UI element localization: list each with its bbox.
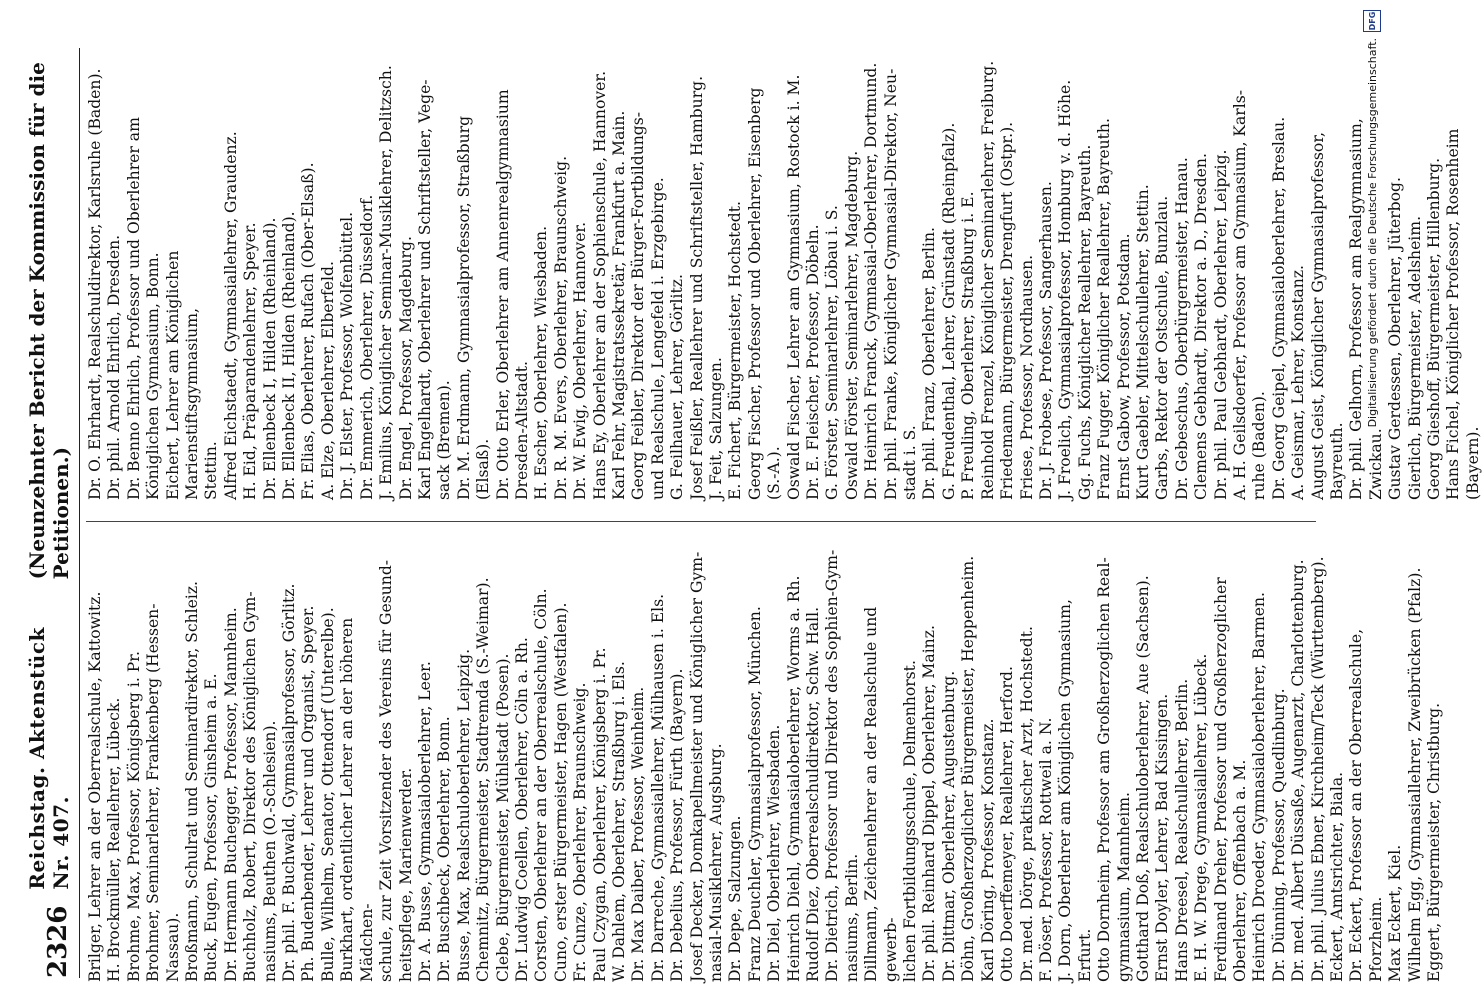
petitioner-line: Dr. A. Busse, Gymnasialoberlehrer, Leer. xyxy=(415,661,434,982)
dfg-logo: DFG xyxy=(1363,10,1381,32)
petitioner-line: Clemens Gebhardt, Direktor a. D., Dresden. xyxy=(1192,153,1211,500)
petitioner-line: Friedemann, Bürgermeister, Drengfurt (Ostpr.). xyxy=(998,121,1017,500)
petitioner-line: A. Elze, Oberlehrer, Elberfeld. xyxy=(318,261,337,500)
petitioner-line: Josef Feißler, Reallehrer und Schriftsteller, Hamburg. xyxy=(687,75,706,500)
petitioner-line: Gustav Gerdessen, Oberlehrer, Jüterbog. xyxy=(1386,177,1405,500)
petitioner-line: Dr. phil. Arnold Ehrlich, Dresden. xyxy=(105,234,124,500)
petitioner-line: Alfred Eichstaedt, Gymnasiallehrer, Graudenz. xyxy=(221,131,240,500)
petitioner-line: J. Froelich, Gymnasialprofessor, Homburg v. d. Höhe. xyxy=(1056,79,1075,500)
petitioner-line: Oberlehrer, Offenbach a. M. xyxy=(1230,759,1249,982)
petitioner-line: Dr. Buschbeck, Oberlehrer, Bonn. xyxy=(435,716,454,982)
petitioner-line: sack (Bremen). xyxy=(435,380,454,500)
petitioner-line: Georg Gieshoff, Bürgermeister, Hillenburg. xyxy=(1425,157,1444,500)
petitioner-line: Ernst Doyler, Lehrer, Bad Kissingen. xyxy=(1153,693,1172,982)
petitioner-line: Dr. phil. Franz, Oberlehrer, Berlin. xyxy=(920,227,939,500)
petitioner-line: P. Freuling, Oberlehrer, Straßburg i. E. xyxy=(959,191,978,500)
petitioner-line: Gotthard Doß, Realschuloberlehrer, Aue (Sachsen). xyxy=(1133,575,1152,982)
petitioner-line: Friese, Professor, Nordhausen. xyxy=(1017,254,1036,500)
petitioner-line: Dr. phil. Paul Gebhardt, Oberlehrer, Leipzig. xyxy=(1211,149,1230,500)
petitioner-line: Dr. Darreche, Gymnasiallehrer, Mülhausen i. Els. xyxy=(648,593,667,982)
petitioner-line: nasiums, Berlin. xyxy=(842,853,861,982)
petitioner-line: J. Feit, Salzungen. xyxy=(707,357,725,500)
petitioner-line: W. Dahlem, Oberlehrer, Straßburg i. Els. xyxy=(609,661,628,982)
petitioner-line: Dr. Diel, Oberlehrer, Wiesbaden. xyxy=(765,724,784,982)
petitioner-line: Franz Fugger, Königlicher Reallehrer, Bayreuth. xyxy=(1095,118,1114,500)
petitioner-line: Gg. Fuchs, Königlicher Reallehrer, Bayreuth. xyxy=(1075,144,1094,500)
petitioner-line: Ph. Budenbender, Lehrer und Organist, Speyer. xyxy=(299,605,318,982)
digitization-credit xyxy=(1362,0,1382,1000)
petitioner-line: Dillmann, Zeichenlehrer an der Realschule und gewerb- xyxy=(862,606,900,982)
petitioner-line: und Realschule, Lengefeld i. Erzgebirge. xyxy=(648,177,667,500)
petitioner-line: Burkhart, ordentlicher Lehrer an der höheren Mädchen- xyxy=(338,617,376,982)
petitioner-line: Dr. Gebeschus, Oberbürgermeister, Hanau. xyxy=(1172,157,1191,500)
petitioner-line: Ernst Gabow, Professor, Potsdam. xyxy=(1114,233,1133,500)
petitioner-line: Josef Decker, Domkapellmeister und Königlicher Gym- xyxy=(687,551,706,982)
petitioner-line: Karl Döring, Professor, Konstanz. xyxy=(978,718,997,982)
petitioner-line: Dr. J. Frobese, Professor, Sangerhausen. xyxy=(1036,181,1055,500)
petitioner-line: H. Eid, Präparandenlehrer, Speyer. xyxy=(241,222,260,500)
page-title: Reichstag. Aktenstück Nr. 407. xyxy=(25,627,73,890)
petitioner-line: Hans Ey, Oberlehrer an der Sophienschule, Hannover. xyxy=(590,70,609,500)
petitioner-line: Erfurt. xyxy=(1075,928,1094,982)
petitioner-line: Karl Fehr, Magistratssekretär, Frankfurt a. Main. xyxy=(609,110,628,500)
petitioner-line: G. Freudenthal, Lehrer, Grünstadt (Rheinpfalz). xyxy=(939,122,958,500)
petitioner-line: Dr. Ellenbeck I, Hilden (Rheinland). xyxy=(260,217,279,500)
petitioner-line: Reinhold Frenzel, Königlicher Seminarlehrer, Freiburg. xyxy=(978,60,997,500)
petitioner-line: Dr. phil. Reinhard Dippel, Oberlehrer, Mainz. xyxy=(920,625,939,982)
petitioner-line: Busse, Max, Realschuloberlehrer, Leipzig. xyxy=(454,648,473,982)
petitioner-line: Brohmer, Seminarlehrer, Frankenberg (Hessen-Nassau). xyxy=(144,603,182,982)
petitioner-line: Dr. Georg Geipel, Gymnasialoberlehrer, Breslau. xyxy=(1269,116,1288,500)
petitioner-line: Dr. phil. Julius Ebner, Kirchheim/Teck (Württemberg). xyxy=(1308,556,1327,982)
petitioner-line: Gierlich, Bürgermeister, Adelsheim. xyxy=(1405,215,1424,500)
petitioner-line: J. Emilius, Königlicher Seminar-Musiklehrer, Delitzsch. xyxy=(377,65,396,500)
petitioner-line: Garbs, Rektor der Ostschule, Bunzlau. xyxy=(1153,195,1172,500)
petitioner-line: Oswald Förster, Seminarlehrer, Magdeburg. xyxy=(842,150,861,500)
petitioner-line: Dr. Max Daiber, Professor, Weinheim. xyxy=(629,686,648,982)
petitioner-line: G. Feilhauer, Lehrer, Görlitz. xyxy=(668,274,687,500)
petitioner-line: schule, zur Zeit Vorsitzender des Vereins für Gesund- xyxy=(377,559,396,982)
petitioner-line: Dr. med. Albert Düssaße, Augenarzt, Charlottenburg. xyxy=(1289,559,1308,982)
petitioner-line: Corsten, Oberlehrer an der Oberrealschule, Cöln. xyxy=(532,588,551,982)
petitioner-line: Hans Dreesel, Realschullehrer, Berlin. xyxy=(1172,678,1191,982)
petitioner-line: stadt i. S. xyxy=(901,425,920,500)
petitioner-line: Paul Czygan, Oberlehrer, Königsberg i. Pr. xyxy=(590,647,609,982)
petitioner-line: Otto Dornheim, Professor am Großherzoglichen Real- xyxy=(1095,557,1114,982)
petitioner-line: Kurt Gaebler, Mittelschullehrer, Stettin. xyxy=(1133,184,1152,500)
petitioner-line: Dr. phil. Franke, Königlicher Gymnasial-Direktor, Neu- xyxy=(881,68,900,500)
petitioner-line: H. Brockmüller, Reallehrer, Lübeck. xyxy=(105,697,124,982)
petitioner-line: ruhe (Baden). xyxy=(1250,391,1269,500)
petitioner-line: Eckert, Amtsrichter, Biala. xyxy=(1328,771,1346,982)
petitioner-line: G. Förster, Seminarlehrer, Löbau i. S. xyxy=(823,205,842,500)
petitioner-line: Dr. R. M. Evers, Oberlehrer, Braunschweig. xyxy=(551,155,570,500)
petitioner-line: Dr. M. Erdmann, Gymnasialprofessor, Straßburg xyxy=(454,115,473,500)
petitioner-line: Stettin. xyxy=(202,441,221,500)
petitioner-line: Dr. Otto Erler, Oberlehrer am Annenrealgymnasium xyxy=(493,89,512,500)
page-number: 2326 xyxy=(43,905,73,978)
petitioner-line: Cuno, erster Bürgermeister, Hagen (Westfalen). xyxy=(551,602,570,982)
petitioner-line: Brohme, Max, Professor, Königsberg i. Pr. xyxy=(124,651,143,982)
petitioner-line: Dr. Depe, Salzungen. xyxy=(726,815,745,982)
petitioner-line: A. Geismar, Lehrer, Konstanz. xyxy=(1289,265,1308,500)
petitioner-line: Königlichen Gymnasium, Bonn. xyxy=(144,252,163,500)
petitioner-line: Dr. Dünning, Professor, Quedlinburg. xyxy=(1269,688,1288,982)
petitioner-line: Dr. Debelius, Professor, Fürth (Bayern). xyxy=(668,668,687,982)
petitioner-line: Oswald Fischer, Lehrer am Gymnasium, Rostock i. M. xyxy=(784,74,803,500)
petitioner-line: heitspflege, Marienwerder. xyxy=(396,767,415,982)
petitioner-line: Hans Fichel, Königlicher Professor, Rosenheim (Bayern). xyxy=(1444,128,1482,500)
petitioner-line: Dr. Heinrich Franck, Gymnasial-Oberlehrer, Dortmund. xyxy=(862,62,881,500)
left-column xyxy=(86,540,1444,982)
petitioner-line: August Geist, Königlicher Gymnasialprofessor, Bayreuth. xyxy=(1308,131,1346,500)
column-divider xyxy=(86,521,1316,522)
petitioner-line: J. Dorn, Oberlehrer am Königlichen Gymnasium, xyxy=(1056,599,1075,982)
petitioner-line: Rudolf Diez, Oberrealschuldirektor, Schw. Hall. xyxy=(804,606,823,982)
petitioner-line: H. Escher, Oberlehrer, Wiesbaden. xyxy=(532,225,551,500)
petitioner-line: Georg Fischer, Professor und Oberlehrer, Eisenberg (S.-A.). xyxy=(745,87,784,500)
petitioner-line: Buchholz, Robert, Direktor des Königlichen Gym- xyxy=(241,591,260,982)
petitioner-line: Chemnitz, Bürgermeister, Stadtremda (S.-Weimar). xyxy=(474,577,493,982)
petitioner-line: Dresden-Altstadt. xyxy=(512,361,531,500)
petitioner-line: Dr. E. Fleischer, Professor, Döbeln. xyxy=(804,224,823,500)
petitioner-line: (Elsaß). xyxy=(474,438,493,500)
petitioner-line: A. H. Geilsdoerfer, Professor am Gymnasium, Karls- xyxy=(1230,89,1249,500)
petitioner-line: Eggert, Bürgermeister, Christburg. xyxy=(1425,702,1444,982)
petitioner-line: Dr. O. Ehrhardt, Realschuldirektor, Karlsruhe (Baden). xyxy=(86,68,104,500)
petitioner-line: Zwickau. xyxy=(1366,428,1385,500)
petitioner-line: E. H. W. Drege, Gymnasiallehrer, Lübeck. xyxy=(1192,653,1211,982)
page-subtitle: (Neunzehnter Bericht der Kommission für die Petitionen.) xyxy=(25,62,73,580)
petitioner-line: Wilhelm Egg, Gymnasiallehrer, Zweibrücken (Pfalz). xyxy=(1405,567,1424,982)
petitioner-line: Heinrich Droeder, Gymnasialoberlehrer, Barmen. xyxy=(1250,591,1269,982)
petitioner-line: Dr. Engel, Professor, Magdeburg. xyxy=(396,236,415,500)
petitioner-line: Dr. phil. F. Buchwald, Gymnasialprofessor, Görlitz. xyxy=(280,583,299,982)
petitioner-line: Dr. Dietrich, Professor und Direktor des Sophien-Gym- xyxy=(823,549,842,982)
petitioner-line: Clebe, Bürgermeister, Mühlstadt (Posen). xyxy=(493,653,512,982)
petitioner-line: Dr. Emmerich, Oberlehrer, Düsseldorf. xyxy=(357,194,376,500)
petitioner-line: Dr. Benno Ehrlich, Professor und Oberlehrer am xyxy=(124,117,143,500)
petitioner-line: nasial-Musiklehrer, Augsburg. xyxy=(707,743,725,982)
petitioner-line: Otto Doerffemeyer, Reallehrer, Herford. xyxy=(998,666,1017,982)
petitioner-line: Ferdinand Dreher, Professor und Großherzoglicher xyxy=(1211,577,1230,982)
petitioner-line: Max Eckert, Kiel. xyxy=(1386,844,1405,982)
petitioner-line: Heinrich Diehl, Gymnasialoberlehrer, Worms a. Rh. xyxy=(784,575,803,982)
petitioner-line: Dr. Eckert, Professor an der Oberrealschule, Pforzheim. xyxy=(1347,628,1385,982)
petitioner-line: Georg Feibler, Direktor der Bürger-Fortbildungs- xyxy=(629,111,648,500)
petitioner-line: Dr. Ellenbeck II, Hilden (Rheinland). xyxy=(280,211,299,500)
petitioner-line: Dr. med. Dörge, praktischer Arzt, Hochstedt. xyxy=(1017,626,1036,982)
petitioner-line: Brilger, Lehrer an der Oberrealschule, Kattowitz. xyxy=(86,591,104,982)
petitioner-line: Dr. W. Ewig, Oberlehrer, Hannover. xyxy=(571,221,590,500)
petitioner-line: E. Fichert, Bürgermeister, Hochstedt. xyxy=(726,201,745,500)
petitioner-line: Bulle, Wilhelm, Senator, Ottendorf (Unterelbe). xyxy=(318,607,337,982)
petitioner-line: Dr. Hermann Buchegger, Professor, Mannheim. xyxy=(221,607,240,982)
petitioner-line: Fr. Elias, Oberlehrer, Rufach (Ober-Elsaß). xyxy=(299,162,318,500)
petitioner-line: nasiums, Beuthen (O.-Schlesien). xyxy=(260,720,279,982)
petitioner-line: Broßmann, Schulrat und Seminardirektor, Schleiz. xyxy=(183,580,202,982)
petitioner-line: Fr. Cunze, Oberlehrer, Braunschweig. xyxy=(571,682,590,982)
petitioner-line: Karl Engelhardt, Oberlehrer und Schriftsteller, Vege- xyxy=(415,79,434,500)
petitioner-line: Dr. J. Elster, Professor, Wolfenbüttel. xyxy=(338,211,357,500)
petitioner-line: Döhn, Großherzoglicher Bürgermeister, Heppenheim. xyxy=(959,555,978,982)
petitioner-line: Franz Deuchler, Gymnasialprofessor, München. xyxy=(745,606,764,982)
petitioner-line: Dr. phil. Gelhorn, Professor am Realgymnasium, xyxy=(1347,118,1366,500)
page-header xyxy=(22,48,80,978)
petitioner-line: Eichert, Lehrer am Königlichen Marienstiftsgymnasium, xyxy=(163,250,202,500)
petitioner-line: Dr. Dittmar, Oberlehrer, Augustenburg. xyxy=(939,670,958,982)
petitioner-line: Dr. Ludwig Coellen, Oberlehrer, Cöln a. Rh. xyxy=(512,637,531,982)
petitioner-line: Buck, Eugen, Professor, Ginsheim a. E. xyxy=(202,673,221,982)
petitioner-line: lichen Fortbildungsschule, Delmenhorst. xyxy=(901,660,920,982)
petitioner-line: F. Döser, Professor, Rottweil a. N. xyxy=(1036,717,1055,982)
credit-text: Digitalisierung gefördert durch die Deutsche Forschungsgemeinschaft. xyxy=(1365,38,1379,428)
petitioner-line: gymnasium, Mannheim. xyxy=(1114,791,1133,982)
